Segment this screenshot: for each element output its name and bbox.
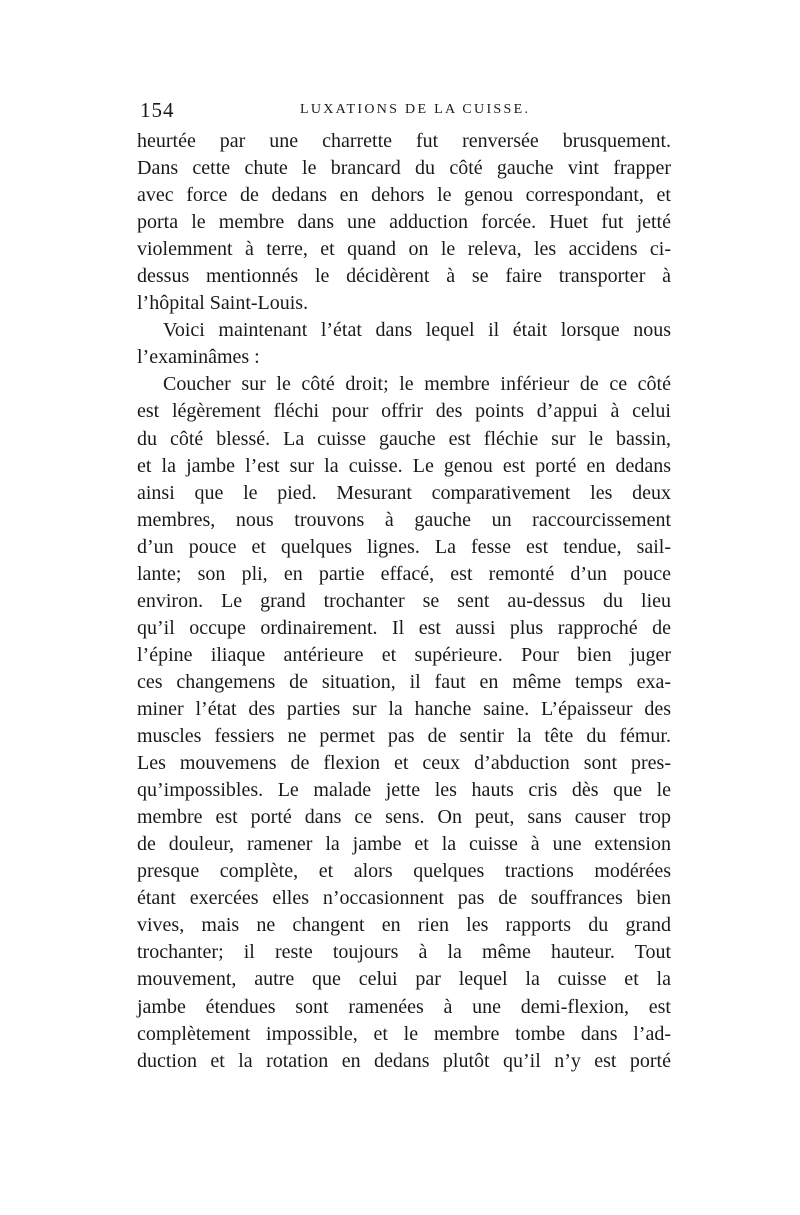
text-line: l’hôpital Saint-Louis. — [137, 292, 309, 315]
text-line: muscles fessiers ne permet pas de sentir la tête du fémur. — [137, 725, 671, 748]
text-line: membres, nous trouvons à gauche un raccourcissement — [137, 508, 671, 531]
running-head — [140, 98, 670, 122]
text-line: dessus mentionnés le décidèrent à se faire transporter à — [137, 265, 671, 288]
text-line: jambe étendues sont ramenées à une demi-flexion, est — [137, 995, 671, 1018]
text-line: qu’il occupe ordinairement. Il est aussi plus rapproché de — [137, 616, 671, 639]
text-line: mouvement, autre que celui par lequel la cuisse et la — [137, 968, 671, 991]
text-line: presque complète, et alors quelques tractions modérées — [137, 860, 671, 883]
text-line: l’épine iliaque antérieure et supérieure. Pour bien juger — [137, 643, 671, 666]
text-line: lante; son pli, en partie effacé, est remonté d’un pouce — [137, 562, 671, 585]
text-line: vives, mais ne changent en rien les rapports du grand — [137, 914, 671, 937]
text-line: duction et la rotation en dedans plutôt qu’il n’y est porté — [137, 1049, 671, 1072]
text-line: d’un pouce et quelques lignes. La fesse est tendue, sail- — [137, 535, 671, 558]
text-line: complètement impossible, et le membre tombe dans l’ad- — [137, 1022, 671, 1045]
text-line: avec force de dedans en dehors le genou correspondant, et — [137, 184, 671, 207]
text-line: ainsi que le pied. Mesurant comparativement les deux — [137, 481, 671, 504]
text-line: Voici maintenant l’état dans lequel il était lorsque nous — [163, 319, 671, 342]
text-line: Les mouvemens de flexion et ceux d’abduction sont pres- — [137, 752, 671, 775]
text-line: Dans cette chute le brancard du côté gauche vint frapper — [137, 157, 671, 180]
text-line: environ. Le grand trochanter se sent au-dessus du lieu — [137, 589, 671, 612]
page-number: 154 — [140, 98, 175, 122]
text-line: membre est porté dans ce sens. On peut, sans causer trop — [137, 806, 671, 829]
text-line: est légèrement fléchi pour offrir des points d’appui à celui — [137, 400, 671, 423]
text-line: de douleur, ramener la jambe et la cuisse à une extension — [137, 833, 671, 856]
text-line: qu’impossibles. Le malade jette les hauts cris dès que le — [137, 779, 671, 802]
text-line: Coucher sur le côté droit; le membre inférieur de ce côté — [163, 373, 671, 396]
text-line: trochanter; il reste toujours à la même hauteur. Tout — [137, 941, 671, 964]
body-text — [137, 128, 671, 1075]
running-title: LUXATIONS DE LA CUISSE. — [300, 102, 531, 117]
text-line: miner l’état des parties sur la hanche saine. L’épaisseur des — [137, 697, 671, 720]
text-line: violemment à terre, et quand on le releva, les accidens ci- — [137, 238, 671, 261]
text-line: l’examinâmes : — [137, 346, 260, 369]
text-line: étant exercées elles n’occasionnent pas de souffrances bien — [137, 887, 671, 910]
text-line: du côté blessé. La cuisse gauche est fléchie sur le bassin, — [137, 427, 671, 450]
text-line: et la jambe l’est sur la cuisse. Le genou est porté en dedans — [137, 454, 671, 477]
text-line: heurtée par une charrette fut renversée brusquement. — [137, 130, 671, 152]
text-line: porta le membre dans une adduction forcée. Huet fut jetté — [137, 211, 671, 234]
text-line: ces changemens de situation, il faut en même temps exa- — [137, 670, 671, 693]
